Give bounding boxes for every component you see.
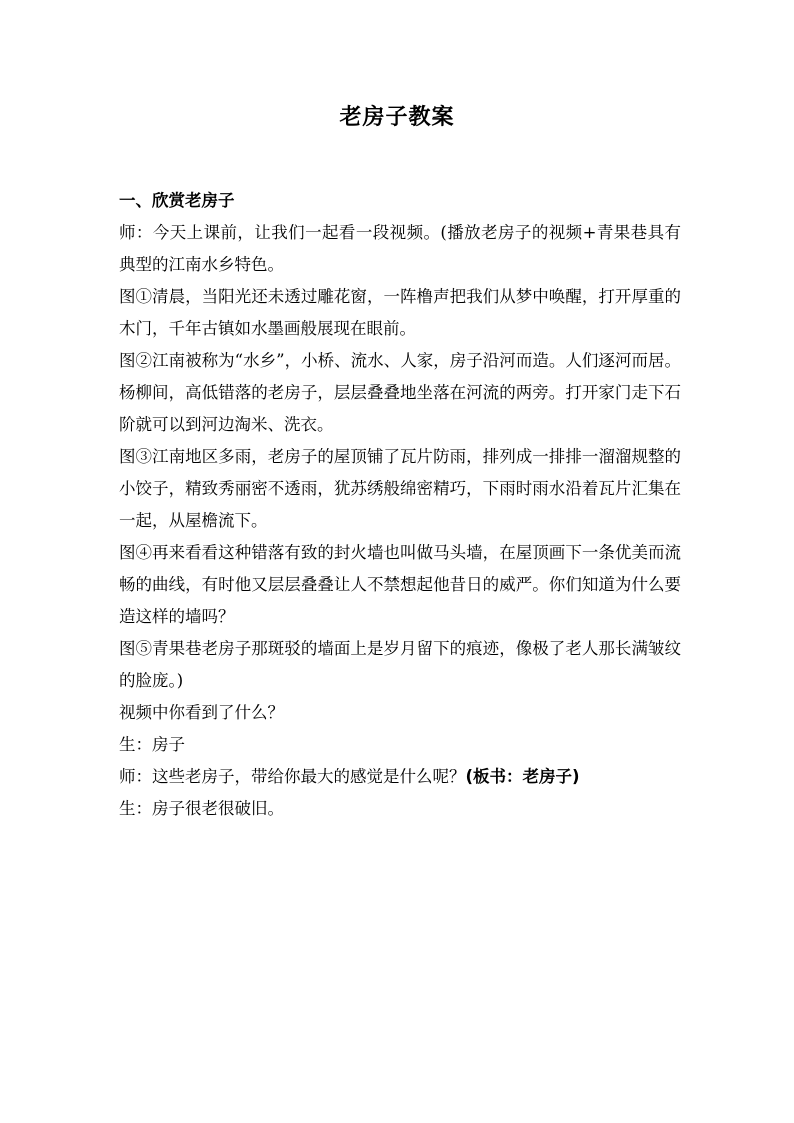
paragraph-intro: 师：今天上课前，让我们一起看一段视频。(播放老房子的视频+青果巷具有典型的江南水乡特色。 (119, 223, 681, 274)
paragraph-student-answer: 生：房子很老很破旧。 (119, 799, 284, 818)
paragraph-figure-5: 图⑤青果巷老房子那斑驳的墙面上是岁月留下的痕迹，像极了老人那长满皱纹的脸庞。) (119, 639, 681, 690)
paragraph-student-reply: 生：房子 (119, 735, 185, 754)
paragraph-teacher-question (119, 761, 681, 793)
document-body (119, 185, 681, 825)
section-heading: 一、欣赏老房子 (119, 191, 235, 210)
document-title: 老房子教案 (339, 105, 455, 130)
board-note: (板书：老房子) (465, 767, 580, 786)
paragraph-figure-2: 图②江南被称为“水乡”，小桥、流水、人家，房子沿河而造。人们逐河而居。杨柳间，高低错落的老房子，层层叠叠地坐落在河流的两旁。打开家门走下石阶就可以到河边淘米、洗衣。 (119, 351, 681, 434)
paragraph-figure-4: 图④再来看看这种错落有致的封火墙也叫做马头墙，在屋顶画下一条优美而流畅的曲线，有时他又层层叠叠让人不禁想起他昔日的威严。你们知道为什么要造这样的墙吗？ (119, 543, 681, 626)
paragraph-figure-1: 图①清晨，当阳光还未透过雕花窗，一阵橹声把我们从梦中唤醒，打开厚重的木门，千年古镇如水墨画般展现在眼前。 (119, 287, 681, 338)
paragraph-question: 视频中你看到了什么？ (119, 703, 284, 722)
paragraph-figure-3: 图③江南地区多雨，老房子的屋顶铺了瓦片防雨，排列成一排排一溜溜规整的小饺子，精致秀丽密不透雨，犹苏绣般绵密精巧，下雨时雨水沿着瓦片汇集在一起，从屋檐流下。 (119, 447, 681, 530)
teacher-question-text: 师：这些老房子，带给你最大的感觉是什么呢？ (119, 767, 466, 786)
